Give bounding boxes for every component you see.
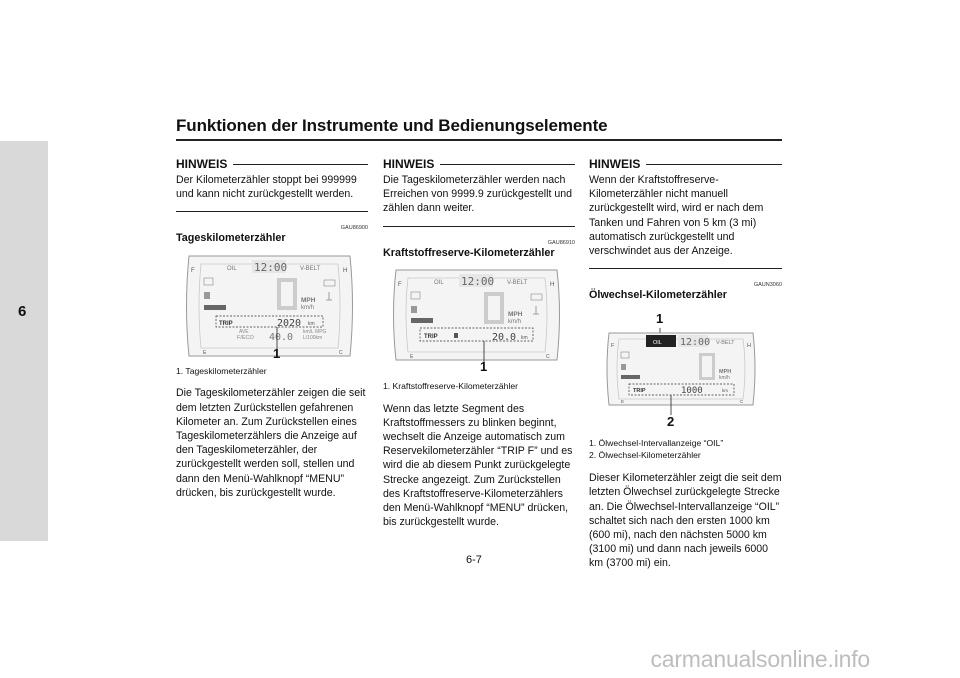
trip-value: 2020 (277, 318, 302, 330)
fuel-full-mark: F (398, 281, 402, 288)
callout-number: 1 (480, 358, 488, 374)
average-label: AVE (239, 329, 249, 336)
kmh-unit: km/h (719, 375, 730, 382)
fuel-empty-mark: E (203, 350, 207, 357)
fuel-pump-icon (411, 306, 417, 313)
reference-code: GAU86910 (547, 239, 575, 246)
fuel-pump-icon (204, 292, 210, 299)
body-text: Wenn das letzte Segment des Kraftstoffmessers zu blinken beginnt, wechselt die Anzeige automatisch zum Reservekilometerzähler “TRIP F” und es wird die ab diesem Punkt zurückgelegte Strecke angezeigt. Zum Zurückstellen des Kraftstoffreserve-Kilometerzählers den Menü-Wahlknopf “MENU” drücken, bis zurückgestellt wurde. (383, 402, 573, 529)
temp-hot-mark: H (343, 268, 348, 275)
trip-value: 20.0 (492, 331, 517, 343)
trip-label: TRIP (424, 333, 438, 340)
section-title: Kraftstoffreserve-Kilometerzähler (383, 246, 555, 259)
note-text: Wenn der Kraftstoffreserve-Kilometerzähler nicht manuell zurückgestellt wird, wird er nach dem Tanken und Fahren von 5 km (3 mi) automatisch zurückgestellt und verschwindet aus der Anzeige. (589, 174, 764, 258)
note-text: Der Kilometerzähler stoppt bei 999999 und kann nicht zurückgestellt werden. (176, 174, 357, 201)
body-text: Die Tageskilometerzähler zeigen die seit dem letzten Zurückstellen gefahrenen Kilometer an. Zum Zurückstellen eines Tageskilometerzählers die Anzeige auf den Tageskilometerzähler, der zurückgestellt werden soll, stellen und dann den Menü-Wahlknopf “MENU” drücken, bis zurückgestellt wurde. (176, 387, 366, 499)
body-text: Dieser Kilometerzähler zeigt die seit dem letzten Ölwechsel zurückgelegte Strecke an. Die Ölwechsel-Intervallanzeige “OIL” schaltet sich nach den ersten 1000 km (600 mi), nach den nächsten 5000 km (3100 mi) und dann nach jeweils 6000 km (3700 mi) ein. (589, 472, 782, 570)
figure-caption: 1. Kraftstoffreserve-Kilometerzähler (383, 380, 519, 391)
figure-caption-2: 2. Ölwechsel-Kilometerzähler (589, 450, 701, 461)
title-rule (176, 139, 782, 141)
note-heading: HINWEIS (383, 156, 575, 171)
trip-label: TRIP (219, 321, 233, 328)
temp-cold-mark: C (740, 399, 744, 405)
separator (383, 226, 575, 227)
trip-unit: km (722, 388, 728, 394)
fuel-reserve-icon (454, 333, 458, 338)
callout-number-2: 2 (667, 414, 675, 430)
section-title: Ölwechsel-Kilometerzähler (589, 289, 728, 302)
vbelt-indicator: V-BELT (507, 279, 528, 286)
reference-code: GAUN3060 (753, 282, 782, 289)
column-1 (176, 156, 368, 500)
note-heading: HINWEIS (176, 156, 368, 171)
reference-code: GAU86900 (340, 225, 368, 232)
trip-label: TRIP (633, 388, 646, 395)
oil-indicator: OIL (434, 279, 444, 286)
kmh-unit: km/h (508, 318, 522, 325)
note-text: Die Tageskilometerzähler werden nach Erreichen von 9999.9 zurückgestellt und zählen dann weiter. (383, 174, 573, 215)
fuel-empty-mark: E (410, 353, 414, 360)
section-title: Tageskilometerzähler (176, 232, 286, 245)
fuel-unit-2: L/100km (303, 335, 323, 342)
mph-unit: MPH (719, 369, 732, 376)
watermark: carmanualsonline.info (650, 646, 870, 672)
vva-icon (621, 375, 640, 379)
oil-indicator: OIL (227, 266, 237, 273)
trip-unit: km (521, 334, 528, 341)
page-number: 6-7 (466, 554, 482, 566)
clock-display: 12:00 (680, 337, 711, 349)
figure-caption-1: 1. Ölwechsel-Intervallanzeige “OIL” (589, 438, 724, 449)
vva-icon (204, 305, 226, 310)
dashboard-illustration (179, 250, 360, 363)
fuel-empty-mark: E (621, 399, 625, 405)
callout-number-1: 1 (656, 311, 664, 327)
note-heading: HINWEIS (589, 156, 782, 171)
vbelt-indicator: V-BELT (300, 266, 321, 273)
separator (589, 268, 782, 269)
page-title: Funktionen der Instrumente und Bedienungselemente (176, 116, 608, 135)
fuel-full-mark: F (191, 268, 195, 275)
chapter-number: 6 (18, 303, 27, 320)
mph-unit: MPH (301, 297, 316, 305)
vbelt-indicator: V-BELT (716, 340, 735, 347)
trip-value: 1000 (681, 386, 703, 397)
fuel-unit-1: km/L MPG (303, 329, 327, 336)
oil-indicator: OIL (653, 340, 662, 347)
dashboard-illustration (386, 264, 567, 377)
temp-cold-mark: C (339, 350, 343, 357)
fuel-eco-label: F/ECO (237, 335, 254, 342)
column-3 (589, 156, 782, 571)
clock-display: 12:00 (461, 274, 495, 288)
kmh-unit: km/h (301, 305, 315, 312)
dashboard-illustration (601, 305, 782, 433)
temp-cold-mark: C (546, 353, 550, 360)
separator (176, 211, 368, 212)
fuel-full-mark: F (611, 343, 615, 350)
fuel-pump-icon (621, 364, 626, 370)
temp-hot-mark: H (747, 343, 751, 350)
chapter-tab (0, 141, 48, 541)
temp-hot-mark: H (550, 281, 555, 288)
callout-number: 1 (273, 346, 281, 362)
figure-caption: 1. Tageskilometerzähler (176, 366, 267, 377)
mph-unit: MPH (508, 310, 523, 318)
clock-display: 12:00 (254, 261, 288, 275)
column-2 (383, 156, 575, 529)
fuel-economy-value: 40.0 (269, 332, 294, 344)
vva-icon (411, 318, 433, 323)
trip-unit: km (308, 321, 315, 328)
